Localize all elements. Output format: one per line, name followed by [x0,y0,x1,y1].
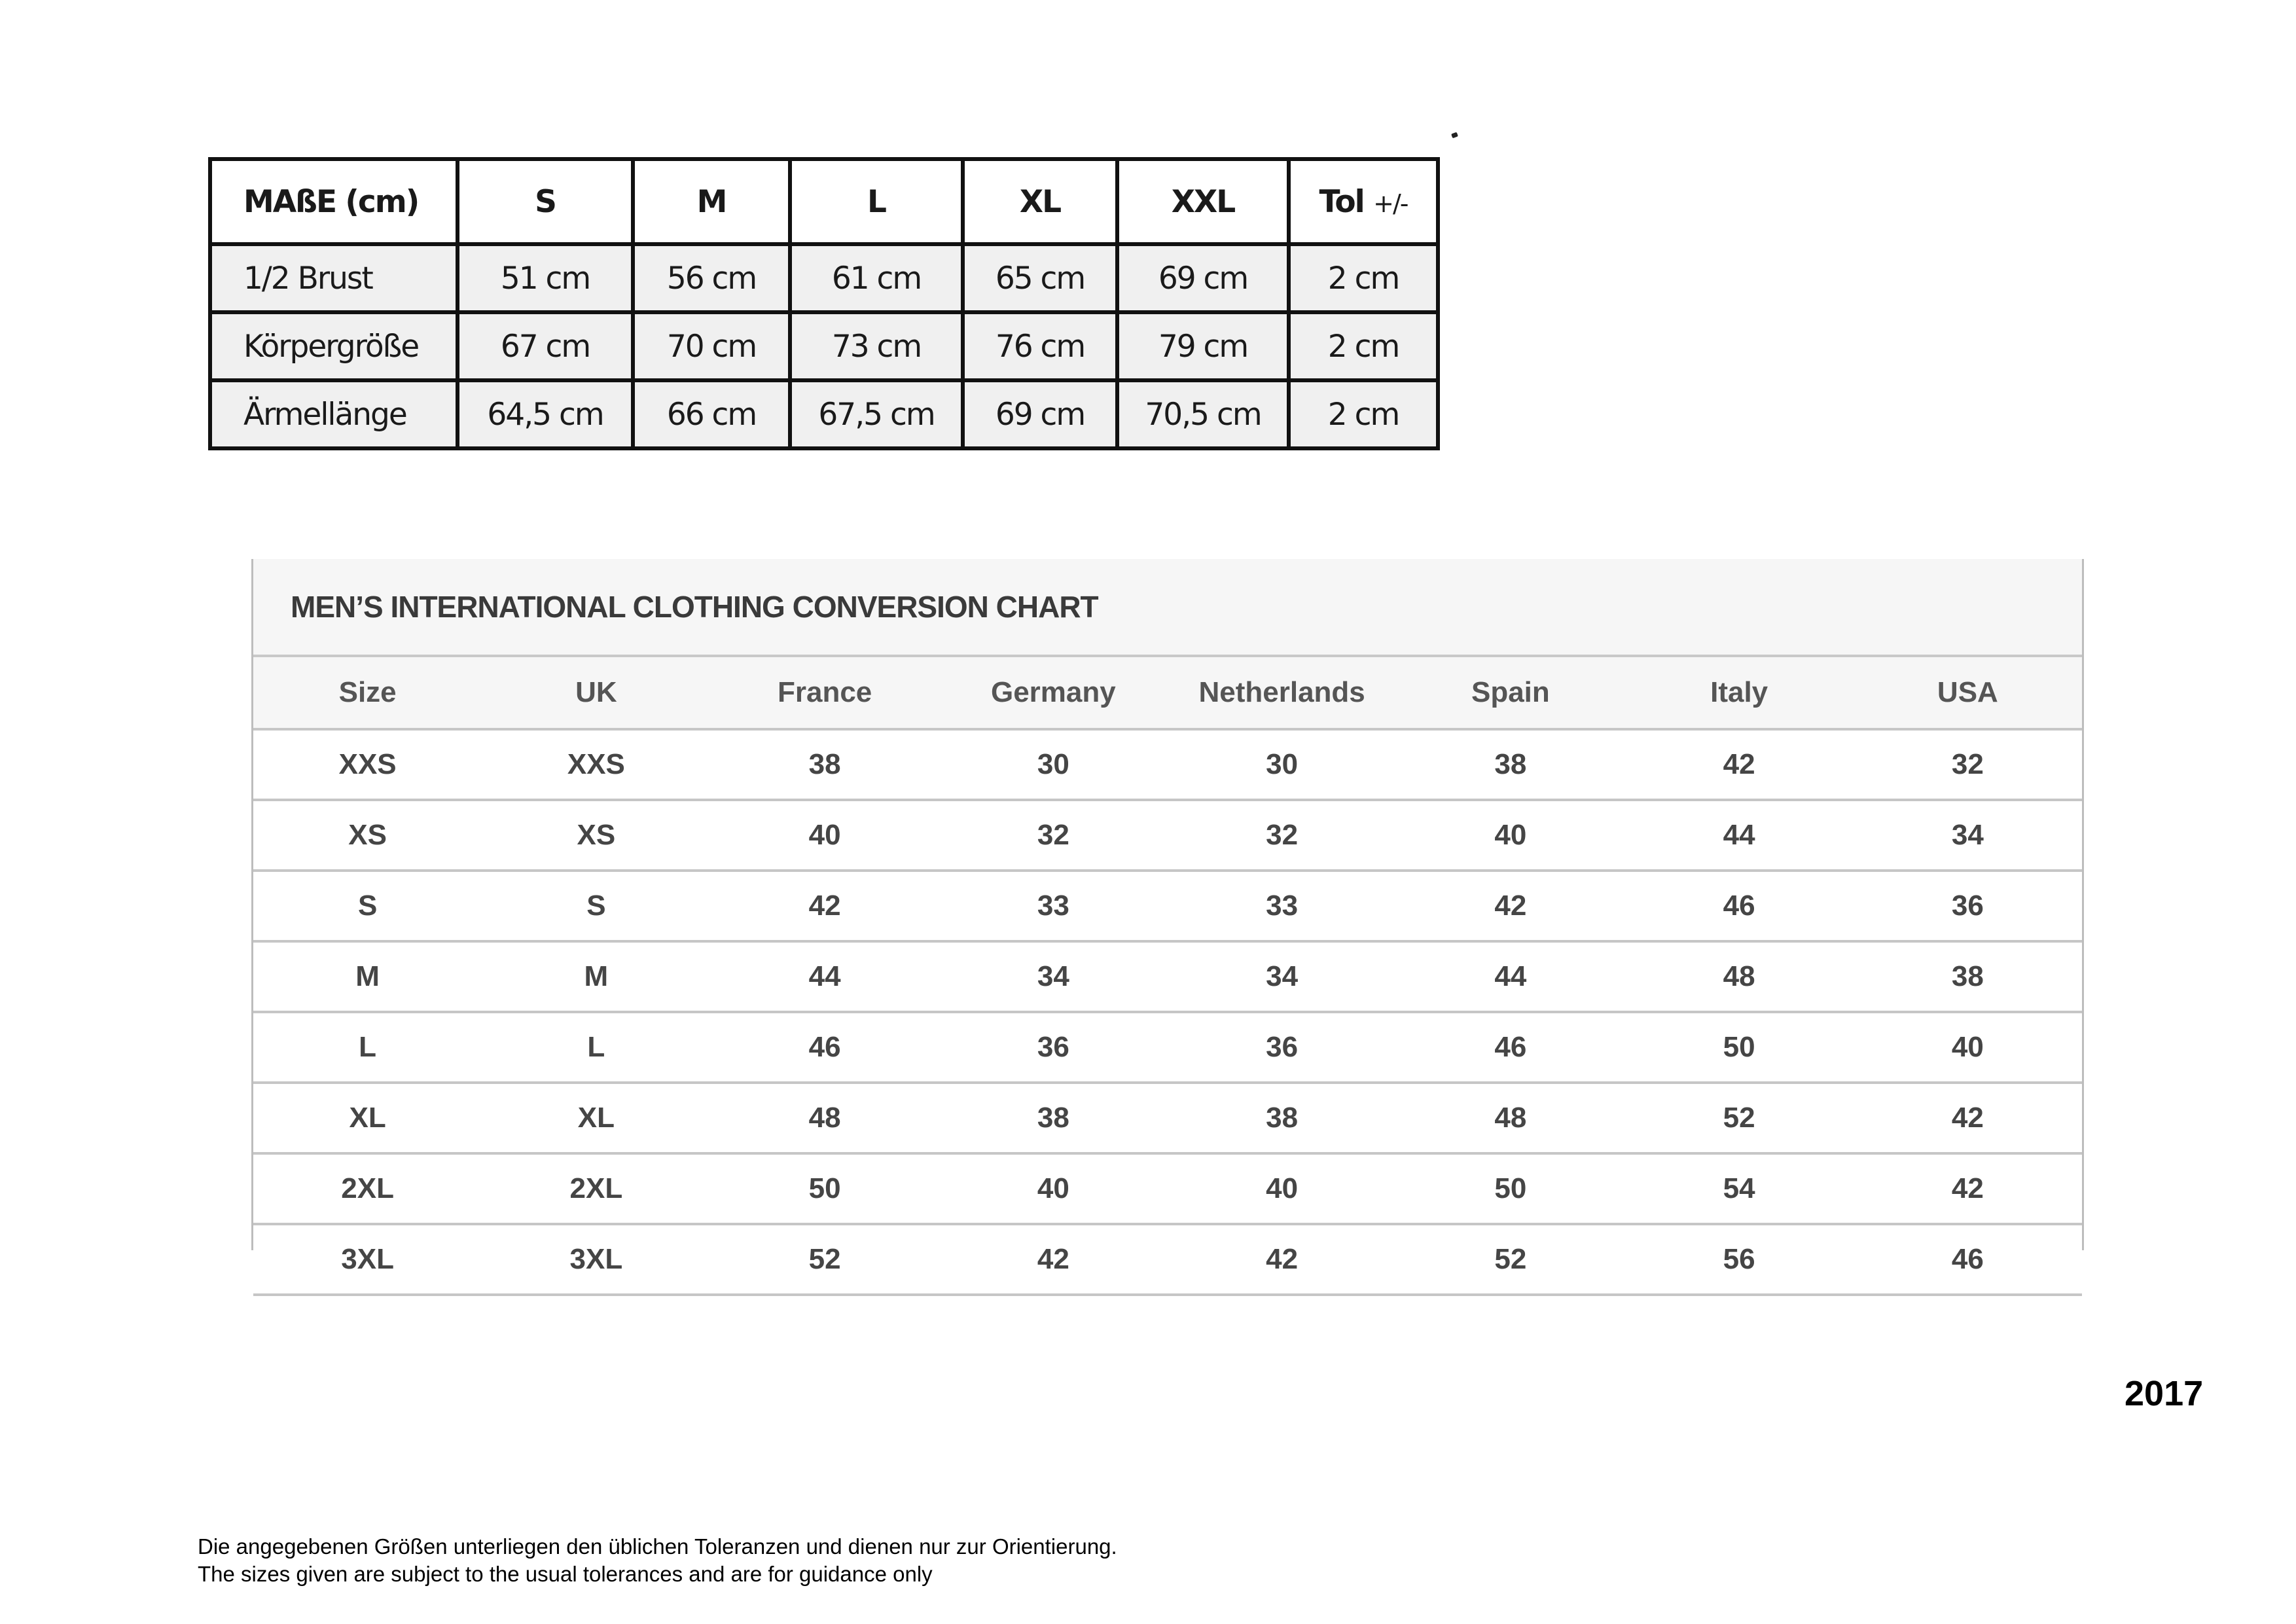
measure-label: Körpergröße [210,312,457,380]
conversion-cell: 54 [1625,1153,1854,1224]
column-header: USA [1854,657,2082,729]
size-measurement-table [208,157,1440,450]
column-header: Netherlands [1168,657,1396,729]
conversion-cell: 52 [711,1224,939,1295]
conversion-cell: 42 [1625,729,1854,800]
size-row-half-chest [210,244,1438,312]
column-header: Italy [1625,657,1854,729]
conversion-cell: 50 [1396,1153,1624,1224]
conversion-cell: L [482,1012,710,1083]
size-header-xxl: XXL [1117,159,1289,244]
measure-value: 73 cm [790,312,963,380]
measure-value: 65 cm [963,244,1117,312]
conversion-row [253,941,2082,1012]
conversion-cell: 2XL [482,1153,710,1224]
measure-value: 61 cm [790,244,963,312]
tolerance-sign: +/- [1373,189,1408,218]
conversion-cell: 3XL [482,1224,710,1295]
measure-value: 69 cm [1117,244,1289,312]
conversion-cell: 46 [1625,871,1854,941]
measure-label: 1/2 Brust [210,244,457,312]
size-table-header-row [210,159,1438,244]
conversion-cell: 34 [939,941,1168,1012]
conversion-cell: 32 [1854,729,2082,800]
conversion-cell: 38 [1854,941,2082,1012]
tolerance-label: Tol [1319,183,1364,220]
conversion-row [253,729,2082,800]
measure-value: 66 cm [633,380,790,448]
tolerance-header [1289,159,1438,244]
measure-value: 67 cm [457,312,633,380]
conversion-cell: 3XL [253,1224,482,1295]
footnote [198,1533,1117,1588]
size-header-l: L [790,159,963,244]
conversion-cell: 36 [939,1012,1168,1083]
conversion-cell: 48 [1396,1083,1624,1153]
conversion-cell: 32 [1168,800,1396,871]
conversion-cell: M [253,941,482,1012]
conversion-cell: 44 [1396,941,1624,1012]
conversion-cell: 42 [939,1224,1168,1295]
conversion-cell: 38 [1168,1083,1396,1153]
conversion-cell: 30 [939,729,1168,800]
measure-value: 56 cm [633,244,790,312]
column-header: UK [482,657,710,729]
conversion-cell: 52 [1396,1224,1624,1295]
conversion-cell: 42 [1168,1224,1396,1295]
column-header: France [711,657,939,729]
conversion-cell: 46 [1854,1224,2082,1295]
measure-value: 2 cm [1289,244,1438,312]
conversion-cell: 38 [711,729,939,800]
year-label: 2017 [2125,1374,2204,1413]
conversion-row [253,1012,2082,1083]
column-header: Spain [1396,657,1624,729]
conversion-cell: L [253,1012,482,1083]
conversion-cell: 48 [711,1083,939,1153]
measure-value: 64,5 cm [457,380,633,448]
column-header: Size [253,657,482,729]
footnote-german: Die angegebenen Größen unterliegen den üblichen Toleranzen und dienen nur zur Orientierung. [198,1534,1117,1559]
conversion-cell: 44 [1625,800,1854,871]
conversion-cell: 46 [711,1012,939,1083]
conversion-table [253,657,2082,1296]
conversion-cell: 48 [1625,941,1854,1012]
conversion-cell: 38 [1396,729,1624,800]
measure-value: 79 cm [1117,312,1289,380]
conversion-cell: 52 [1625,1083,1854,1153]
footnote-english: The sizes given are subject to the usual tolerances and are for guidance only [198,1562,933,1586]
size-header-s: S [457,159,633,244]
size-header-xl: XL [963,159,1117,244]
conversion-cell: 33 [939,871,1168,941]
conversion-cell: 36 [1168,1012,1396,1083]
conversion-row [253,1153,2082,1224]
conversion-cell: S [482,871,710,941]
conversion-cell: 42 [711,871,939,941]
conversion-cell: 33 [1168,871,1396,941]
conversion-cell: 50 [711,1153,939,1224]
conversion-cell: 42 [1854,1153,2082,1224]
conversion-row [253,1224,2082,1295]
conversion-cell: 40 [711,800,939,871]
conversion-chart-title-bar [253,559,2082,657]
conversion-cell: 44 [711,941,939,1012]
conversion-cell: XS [253,800,482,871]
measure-label: Ärmellänge [210,380,457,448]
conversion-cell: S [253,871,482,941]
measure-value: 2 cm [1289,380,1438,448]
measure-header: MAßE (cm) [210,159,457,244]
conversion-cell: XL [253,1083,482,1153]
column-header: Germany [939,657,1168,729]
conversion-cell: XXS [253,729,482,800]
stray-mark [1451,132,1458,139]
conversion-cell: XL [482,1083,710,1153]
conversion-cell: 40 [939,1153,1168,1224]
measure-value: 70,5 cm [1117,380,1289,448]
size-row-body-length [210,312,1438,380]
conversion-cell: 40 [1854,1012,2082,1083]
conversion-chart [251,559,2084,1275]
conversion-cell: 40 [1168,1153,1396,1224]
conversion-chart-title: MEN’S INTERNATIONAL CLOTHING CONVERSION CHART [291,590,1098,624]
conversion-cell: 2XL [253,1153,482,1224]
size-header-m: M [633,159,790,244]
conversion-cell: 40 [1396,800,1624,871]
measure-value: 70 cm [633,312,790,380]
conversion-cell: 36 [1854,871,2082,941]
measure-value: 2 cm [1289,312,1438,380]
measure-value: 51 cm [457,244,633,312]
conversion-row [253,800,2082,871]
conversion-cell: 34 [1168,941,1396,1012]
conversion-cell: XS [482,800,710,871]
conversion-cell: 56 [1625,1224,1854,1295]
conversion-cell: M [482,941,710,1012]
conversion-row [253,871,2082,941]
conversion-cell: 38 [939,1083,1168,1153]
conversion-row [253,1083,2082,1153]
measure-value: 76 cm [963,312,1117,380]
measure-value: 67,5 cm [790,380,963,448]
measure-value: 69 cm [963,380,1117,448]
conversion-cell: 42 [1396,871,1624,941]
conversion-cell: 32 [939,800,1168,871]
conversion-cell: 50 [1625,1012,1854,1083]
conversion-header-row [253,657,2082,729]
conversion-cell: 34 [1854,800,2082,871]
conversion-cell: 42 [1854,1083,2082,1153]
size-row-sleeve-length [210,380,1438,448]
conversion-cell: XXS [482,729,710,800]
conversion-cell: 46 [1396,1012,1624,1083]
conversion-cell: 30 [1168,729,1396,800]
